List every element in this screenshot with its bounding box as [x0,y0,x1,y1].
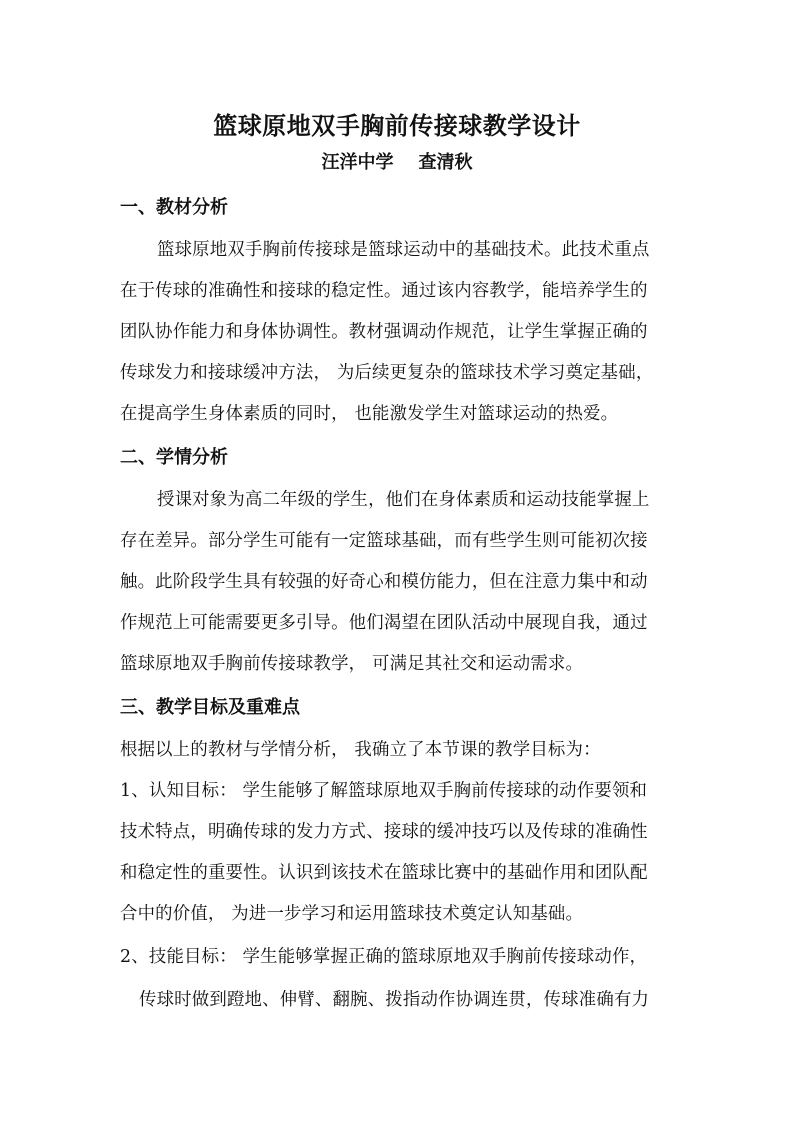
paragraph-line: 传球发力和接球缓冲方法， 为后续更复杂的篮球技术学习奠定基础， [120,363,654,383]
paragraph-line: 触。此阶段学生具有较强的好奇心和模仿能力，但在注意力集中和动 [120,572,648,592]
paragraph-line: 作规范上可能需要更多引导。他们渴望在团队活动中展现自我，通过 [120,613,648,633]
paragraph-line: 篮球原地双手胸前传接球是篮球运动中的基础技术。此技术重点 [157,240,650,260]
page-title: 篮球原地双手胸前传接球教学设计 [213,111,581,140]
paragraph-line: 根据以上的教材与学情分析， 我确立了本节课的教学目标为： [120,740,601,760]
paragraph-line: 在于传球的准确性和接球的稳定性。通过该内容教学，能培养学生的 [120,281,648,301]
paragraph-line: 授课对象为高二年级的学生，他们在身体素质和运动技能掌握上 [157,490,650,510]
section-heading-materials: 一、教材分析 [120,197,228,218]
paragraph-line: 技术特点，明确传球的发力方式、接球的缓冲技巧以及传球的准确性 [120,822,648,842]
paragraph-line: 和稳定性的重要性。认识到该技术在篮球比赛中的基础作用和团队配 [120,863,648,883]
list-item-skill-goal: 2、技能目标： 学生能够掌握正确的篮球原地双手胸前传接球动作， [120,947,648,967]
section-heading-students: 二、学情分析 [120,447,228,468]
paragraph-line: 篮球原地双手胸前传接球教学， 可满足其社交和运动需求。 [120,654,584,674]
list-item-cognitive-goal: 1、认知目标： 学生能够了解篮球原地双手胸前传接球的动作要领和 [120,781,648,801]
paragraph-line: 合中的价值， 为进一步学习和运用篮球技术奠定认知基础。 [120,904,584,924]
paragraph-line: 存在差异。部分学生可能有一定篮球基础，而有些学生则可能初次接 [120,531,648,551]
paragraph-line: 在提高学生身体素质的同时， 也能激发学生对篮球运动的热爱。 [120,404,619,424]
author-line: 汪洋中学 查清秋 [321,152,473,173]
section-heading-goals: 三、教学目标及重难点 [120,697,300,718]
paragraph-line: 团队协作能力和身体协调性。教材强调动作规范，让学生掌握正确的 [120,322,648,342]
paragraph-line: 传球时做到蹬地、伸臂、翻腕、拨指动作协调连贯，传球准确有力 [139,990,650,1010]
